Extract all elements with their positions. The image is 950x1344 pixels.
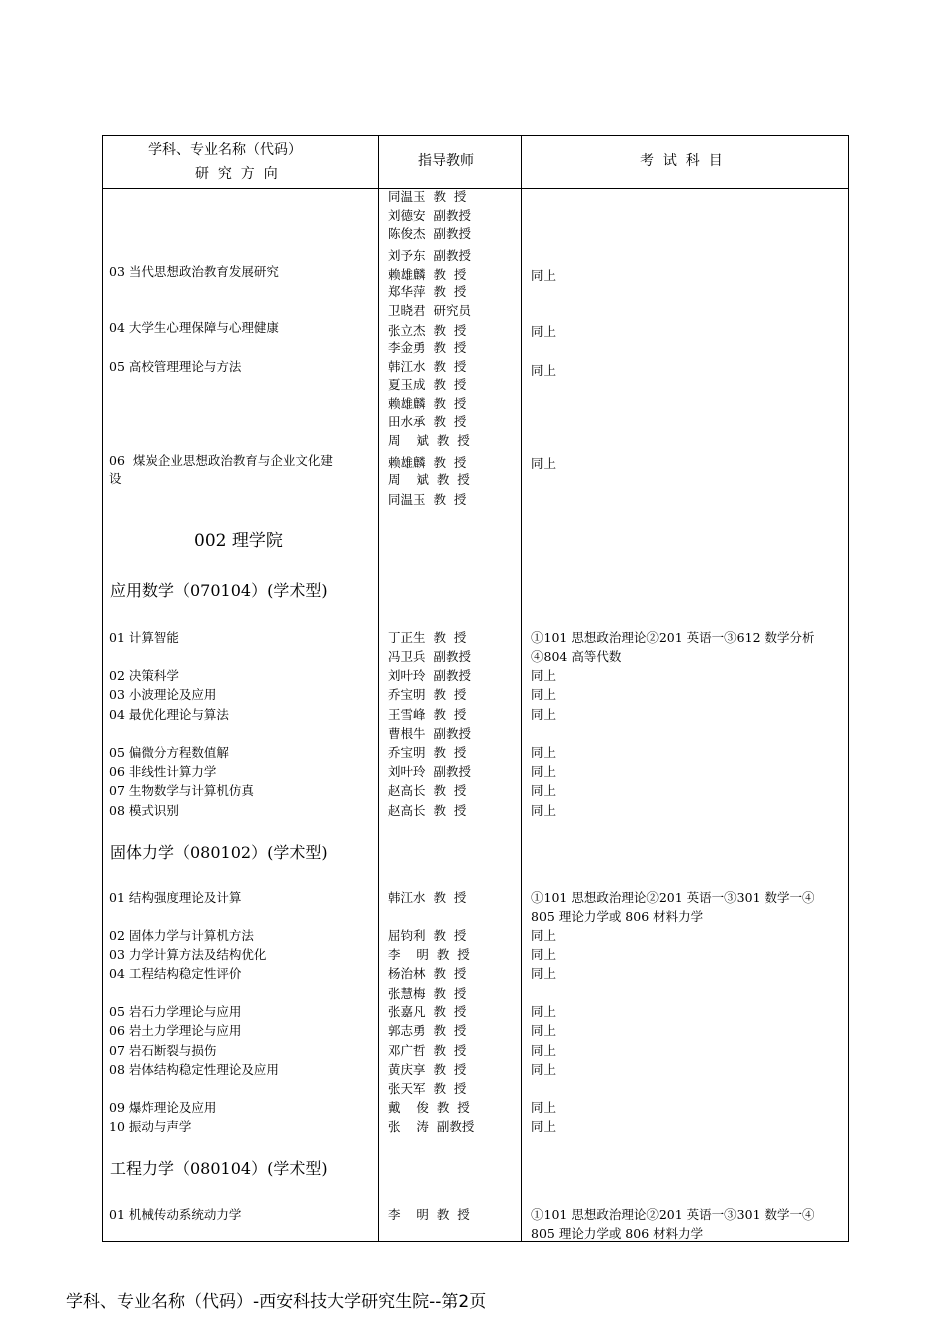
- column-divider: [378, 136, 379, 1241]
- header-direction: 研 究 方 向: [195, 166, 278, 182]
- research-direction: 06 非线性计算力学: [109, 764, 217, 779]
- research-direction: 04 最优化理论与算法: [109, 707, 229, 722]
- research-direction: 08 模式识别: [109, 803, 179, 818]
- supervisor: 韩江水 教 授: [388, 359, 467, 374]
- supervisor: 周 斌 教 授: [388, 472, 470, 487]
- exam-subjects: 同上: [531, 947, 557, 962]
- supervisor: 乔宝明 教 授: [388, 687, 467, 702]
- exam-subjects: 805 理论力学或 806 材料力学: [531, 1226, 704, 1241]
- supervisor: 郭志勇 教 授: [388, 1023, 467, 1038]
- research-direction: 04 工程结构稳定性评价: [109, 966, 242, 981]
- supervisor: 同温玉 教 授: [388, 492, 467, 507]
- supervisor: 韩江水 教 授: [388, 890, 467, 905]
- supervisor: 郑华萍 教 授: [388, 284, 467, 299]
- header-exam-subjects: 考 试 科 目: [640, 153, 723, 169]
- exam-subjects: 同上: [531, 1023, 557, 1038]
- research-direction: 05 高校管理理论与方法: [109, 359, 242, 374]
- exam-subjects: 同上: [531, 1119, 557, 1134]
- research-direction: 02 决策科学: [109, 668, 179, 683]
- supervisor: 赖雄麟 教 授: [388, 267, 467, 282]
- exam-subjects: ④804 高等代数: [531, 649, 622, 664]
- exam-subjects: 同上: [531, 1043, 557, 1058]
- supervisor: 张天军 教 授: [388, 1081, 467, 1096]
- column-divider: [521, 136, 522, 1241]
- exam-subjects: 同上: [531, 803, 557, 818]
- exam-subjects: 同上: [531, 707, 557, 722]
- exam-subjects: 同上: [531, 456, 557, 471]
- program-heading: 工程力学（080104）(学术型): [110, 1159, 328, 1178]
- page-footer: 学科、专业名称（代码）-西安科技大学研究生院--第2页: [66, 1292, 487, 1312]
- exam-subjects: 同上: [531, 363, 557, 378]
- supervisor: 李 明 教 授: [388, 947, 470, 962]
- research-direction: 09 爆炸理论及应用: [109, 1100, 217, 1115]
- exam-subjects: 805 理论力学或 806 材料力学: [531, 909, 704, 924]
- exam-subjects: 同上: [531, 324, 557, 339]
- research-direction: 02 固体力学与计算机方法: [109, 928, 254, 943]
- research-direction: 07 生物数学与计算机仿真: [109, 783, 254, 798]
- program-heading: 固体力学（080102）(学术型): [110, 843, 328, 862]
- supervisor: 屈钧利 教 授: [388, 928, 467, 943]
- research-direction: 01 结构强度理论及计算: [109, 890, 242, 905]
- research-direction: 04 大学生心理保障与心理健康: [109, 320, 279, 335]
- supervisor: 赵高长 教 授: [388, 803, 467, 818]
- exam-subjects: 同上: [531, 764, 557, 779]
- research-direction: 05 偏微分方程数值解: [109, 745, 229, 760]
- supervisor: 田水承 教 授: [388, 414, 467, 429]
- supervisor: 赵高长 教 授: [388, 783, 467, 798]
- research-direction: 01 计算智能: [109, 630, 179, 645]
- supervisor: 黄庆享 教 授: [388, 1062, 467, 1077]
- exam-subjects: 同上: [531, 1004, 557, 1019]
- research-direction: 08 岩体结构稳定性理论及应用: [109, 1062, 279, 1077]
- supervisor: 周 斌 教 授: [388, 433, 470, 448]
- research-direction: 03 当代思想政治教育发展研究: [109, 264, 279, 279]
- school-heading: 002 理学院: [194, 531, 283, 551]
- supervisor: 张慧梅 教 授: [388, 986, 467, 1001]
- exam-subjects: ①101 思想政治理论②201 英语一③612 数学分析: [531, 630, 815, 645]
- research-direction: 06 岩土力学理论与应用: [109, 1023, 242, 1038]
- supervisor: 陈俊杰 副教授: [388, 226, 471, 241]
- exam-subjects: 同上: [531, 966, 557, 981]
- research-direction: 10 振动与声学: [109, 1119, 192, 1134]
- supervisor: 杨治林 教 授: [388, 966, 467, 981]
- supervisor: 同温玉 教 授: [388, 189, 467, 204]
- supervisor: 张嘉凡 教 授: [388, 1004, 467, 1019]
- exam-subjects: 同上: [531, 745, 557, 760]
- header-subject: 学科、专业名称（代码）: [148, 142, 302, 158]
- supervisor: 乔宝明 教 授: [388, 745, 467, 760]
- research-direction: 06 煤炭企业思想政治教育与企业文化建: [109, 453, 333, 468]
- exam-subjects: 同上: [531, 783, 557, 798]
- exam-subjects: ①101 思想政治理论②201 英语一③301 数学一④: [531, 890, 815, 905]
- supervisor: 夏玉成 教 授: [388, 377, 467, 392]
- supervisor: 王雪峰 教 授: [388, 707, 467, 722]
- exam-subjects: 同上: [531, 1062, 557, 1077]
- supervisor: 丁正生 教 授: [388, 630, 467, 645]
- supervisor: 冯卫兵 副教授: [388, 649, 471, 664]
- exam-subjects: 同上: [531, 687, 557, 702]
- supervisor: 赖雄麟 教 授: [388, 396, 467, 411]
- supervisor: 卫晓君 研究员: [388, 303, 471, 318]
- exam-subjects: 同上: [531, 268, 557, 283]
- exam-subjects: 同上: [531, 668, 557, 683]
- supervisor: 李金勇 教 授: [388, 340, 467, 355]
- exam-subjects: 同上: [531, 1100, 557, 1115]
- supervisor: 刘德安 副教授: [388, 208, 471, 223]
- supervisor: 戴 俊 教 授: [388, 1100, 470, 1115]
- program-heading: 应用数学（070104）(学术型): [110, 581, 328, 600]
- research-direction-cont: 设: [109, 471, 122, 486]
- research-direction: 03 小波理论及应用: [109, 687, 217, 702]
- supervisor: 邓广哲 教 授: [388, 1043, 467, 1058]
- supervisor: 刘予东 副教授: [388, 248, 471, 263]
- supervisor: 张 涛 副教授: [388, 1119, 475, 1134]
- header-divider: [103, 188, 848, 189]
- exam-subjects: ①101 思想政治理论②201 英语一③301 数学一④: [531, 1207, 815, 1222]
- research-direction: 05 岩石力学理论与应用: [109, 1004, 242, 1019]
- supervisor: 赖雄麟 教 授: [388, 455, 467, 470]
- supervisor: 李 明 教 授: [388, 1207, 470, 1222]
- header-supervisor: 指导教师: [418, 153, 474, 169]
- supervisor: 曹根牛 副教授: [388, 726, 471, 741]
- supervisor: 刘叶玲 副教授: [388, 764, 471, 779]
- supervisor: 刘叶玲 副教授: [388, 668, 471, 683]
- research-direction: 03 力学计算方法及结构优化: [109, 947, 267, 962]
- supervisor: 张立杰 教 授: [388, 323, 467, 338]
- research-direction: 07 岩石断裂与损伤: [109, 1043, 217, 1058]
- exam-subjects: 同上: [531, 928, 557, 943]
- research-direction: 01 机械传动系统动力学: [109, 1207, 242, 1222]
